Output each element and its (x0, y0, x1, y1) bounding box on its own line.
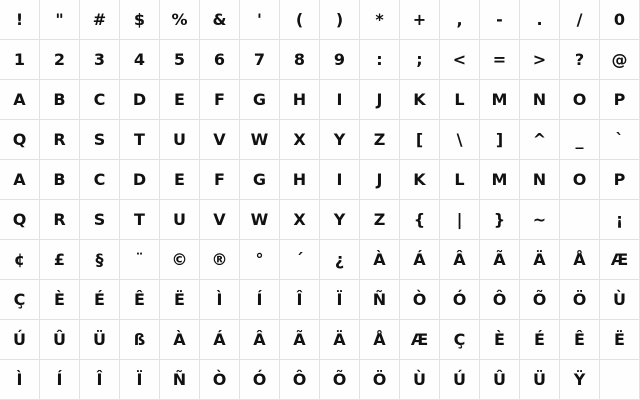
glyph-cell: K (400, 160, 440, 200)
glyph-cell: % (160, 0, 200, 40)
glyph-cell: Ç (0, 280, 40, 320)
glyph-cell: Î (80, 360, 120, 400)
glyph-cell: ¨ (120, 240, 160, 280)
glyph-cell: 1 (0, 40, 40, 80)
glyph-cell: - (480, 0, 520, 40)
glyph-cell: À (360, 240, 400, 280)
glyph-cell: W (240, 200, 280, 240)
glyph-cell: C (80, 160, 120, 200)
glyph-cell: I (320, 160, 360, 200)
glyph-cell: Ü (80, 320, 120, 360)
glyph-cell: \ (440, 120, 480, 160)
glyph-cell: Å (560, 240, 600, 280)
glyph-cell: Í (240, 280, 280, 320)
glyph-cell: S (80, 120, 120, 160)
glyph-cell: + (400, 0, 440, 40)
glyph-cell: V (200, 200, 240, 240)
glyph-cell: / (560, 0, 600, 40)
glyph-cell: Z (360, 120, 400, 160)
glyph-cell: | (440, 200, 480, 240)
glyph-cell: Î (280, 280, 320, 320)
glyph-cell: : (360, 40, 400, 80)
glyph-cell: Ë (600, 320, 640, 360)
glyph-cell: @ (600, 40, 640, 80)
glyph-cell: À (160, 320, 200, 360)
glyph-cell: 7 (240, 40, 280, 80)
glyph-cell: Ö (560, 280, 600, 320)
glyph-cell: E (160, 80, 200, 120)
glyph-cell: < (440, 40, 480, 80)
glyph-cell: O (560, 160, 600, 200)
glyph-cell: { (400, 200, 440, 240)
glyph-cell: D (120, 160, 160, 200)
glyph-cell: J (360, 80, 400, 120)
glyph-cell: H (280, 160, 320, 200)
glyph-cell: Z (360, 200, 400, 240)
glyph-cell: È (40, 280, 80, 320)
glyph-cell: ` (600, 120, 640, 160)
glyph-cell: N (520, 80, 560, 120)
glyph-cell: Q (0, 200, 40, 240)
glyph-cell: Å (360, 320, 400, 360)
glyph-cell: Õ (320, 360, 360, 400)
glyph-cell: > (520, 40, 560, 80)
glyph-cell: 4 (120, 40, 160, 80)
glyph-cell: ´ (280, 240, 320, 280)
glyph-cell: Ã (280, 320, 320, 360)
glyph-cell: P (600, 160, 640, 200)
glyph-cell: Ê (120, 280, 160, 320)
glyph-cell: Y (320, 120, 360, 160)
glyph-cell: Ó (440, 280, 480, 320)
glyph-cell: G (240, 160, 280, 200)
glyph-cell: ; (400, 40, 440, 80)
glyph-cell: Ç (440, 320, 480, 360)
glyph-cell: I (320, 80, 360, 120)
glyph-cell: Ê (560, 320, 600, 360)
glyph-cell: Ô (480, 280, 520, 320)
glyph-cell: O (560, 80, 600, 120)
glyph-cell: Ú (0, 320, 40, 360)
glyph-cell: Ñ (360, 280, 400, 320)
glyph-cell: F (200, 160, 240, 200)
glyph-cell: Æ (600, 240, 640, 280)
glyph-cell: P (600, 80, 640, 120)
glyph-cell: = (480, 40, 520, 80)
glyph-cell: 9 (320, 40, 360, 80)
glyph-cell: Ä (520, 240, 560, 280)
glyph-cell: Ã (480, 240, 520, 280)
glyph-cell: ! (0, 0, 40, 40)
glyph-cell: Ì (200, 280, 240, 320)
glyph-cell: } (480, 200, 520, 240)
glyph-cell: [ (400, 120, 440, 160)
glyph-cell-empty (600, 360, 640, 400)
glyph-cell: ] (480, 120, 520, 160)
glyph-cell: B (40, 80, 80, 120)
glyph-cell: V (200, 120, 240, 160)
glyph-cell: § (80, 240, 120, 280)
glyph-cell: ) (320, 0, 360, 40)
glyph-cell: L (440, 80, 480, 120)
glyph-cell: Á (200, 320, 240, 360)
glyph-cell: S (80, 200, 120, 240)
glyph-cell: F (200, 80, 240, 120)
glyph-cell: ® (200, 240, 240, 280)
glyph-cell: Ù (600, 280, 640, 320)
glyph-cell: ß (120, 320, 160, 360)
glyph-cell: E (160, 160, 200, 200)
glyph-cell: Í (40, 360, 80, 400)
glyph-cell: $ (120, 0, 160, 40)
glyph-cell: U (160, 120, 200, 160)
glyph-cell: Û (40, 320, 80, 360)
glyph-cell: _ (560, 120, 600, 160)
glyph-cell: * (360, 0, 400, 40)
glyph-cell: X (280, 120, 320, 160)
glyph-cell: Ÿ (560, 360, 600, 400)
glyph-cell: 3 (80, 40, 120, 80)
glyph-cell: Ó (240, 360, 280, 400)
glyph-cell: È (480, 320, 520, 360)
glyph-cell: ¡ (600, 200, 640, 240)
glyph-cell: Ù (400, 360, 440, 400)
glyph-cell: Â (440, 240, 480, 280)
glyph-cell: D (120, 80, 160, 120)
glyph-cell: Q (0, 120, 40, 160)
glyph-cell: Õ (520, 280, 560, 320)
glyph-cell: H (280, 80, 320, 120)
glyph-cell: Y (320, 200, 360, 240)
glyph-cell: ' (240, 0, 280, 40)
glyph-cell-empty (560, 200, 600, 240)
glyph-cell: G (240, 80, 280, 120)
glyph-cell: 6 (200, 40, 240, 80)
glyph-cell: 0 (600, 0, 640, 40)
glyph-cell: ° (240, 240, 280, 280)
glyph-cell: © (160, 240, 200, 280)
glyph-cell: ¢ (0, 240, 40, 280)
glyph-cell: R (40, 120, 80, 160)
glyph-cell: T (120, 120, 160, 160)
glyph-cell: L (440, 160, 480, 200)
glyph-cell: Ï (320, 280, 360, 320)
glyph-cell: M (480, 80, 520, 120)
glyph-cell: 8 (280, 40, 320, 80)
glyph-cell: Ò (200, 360, 240, 400)
glyph-cell: X (280, 200, 320, 240)
glyph-cell: B (40, 160, 80, 200)
glyph-cell: £ (40, 240, 80, 280)
glyph-cell: U (160, 200, 200, 240)
glyph-cell: Ô (280, 360, 320, 400)
glyph-cell: A (0, 80, 40, 120)
glyph-cell: , (440, 0, 480, 40)
glyph-cell: J (360, 160, 400, 200)
glyph-cell: R (40, 200, 80, 240)
glyph-cell: Ö (360, 360, 400, 400)
glyph-cell: Ï (120, 360, 160, 400)
glyph-cell: 5 (160, 40, 200, 80)
glyph-cell: ~ (520, 200, 560, 240)
glyph-cell: . (520, 0, 560, 40)
glyph-cell: N (520, 160, 560, 200)
glyph-cell: ¿ (320, 240, 360, 280)
glyph-cell: # (80, 0, 120, 40)
glyph-cell: 2 (40, 40, 80, 80)
glyph-cell: W (240, 120, 280, 160)
glyph-cell: Ë (160, 280, 200, 320)
glyph-cell: K (400, 80, 440, 120)
glyph-cell: Ä (320, 320, 360, 360)
glyph-cell: Ú (440, 360, 480, 400)
glyph-cell: Ì (0, 360, 40, 400)
glyph-cell: C (80, 80, 120, 120)
glyph-cell: Ü (520, 360, 560, 400)
glyph-cell: A (0, 160, 40, 200)
glyph-cell: ^ (520, 120, 560, 160)
glyph-cell: ? (560, 40, 600, 80)
glyph-cell: T (120, 200, 160, 240)
glyph-cell: É (80, 280, 120, 320)
glyph-cell: & (200, 0, 240, 40)
glyph-cell: Æ (400, 320, 440, 360)
glyph-cell: Û (480, 360, 520, 400)
glyph-cell: Á (400, 240, 440, 280)
glyph-cell: " (40, 0, 80, 40)
glyph-cell: Ñ (160, 360, 200, 400)
glyph-cell: Â (240, 320, 280, 360)
glyph-cell: É (520, 320, 560, 360)
glyph-cell: ( (280, 0, 320, 40)
glyph-cell: Ò (400, 280, 440, 320)
glyph-cell: M (480, 160, 520, 200)
